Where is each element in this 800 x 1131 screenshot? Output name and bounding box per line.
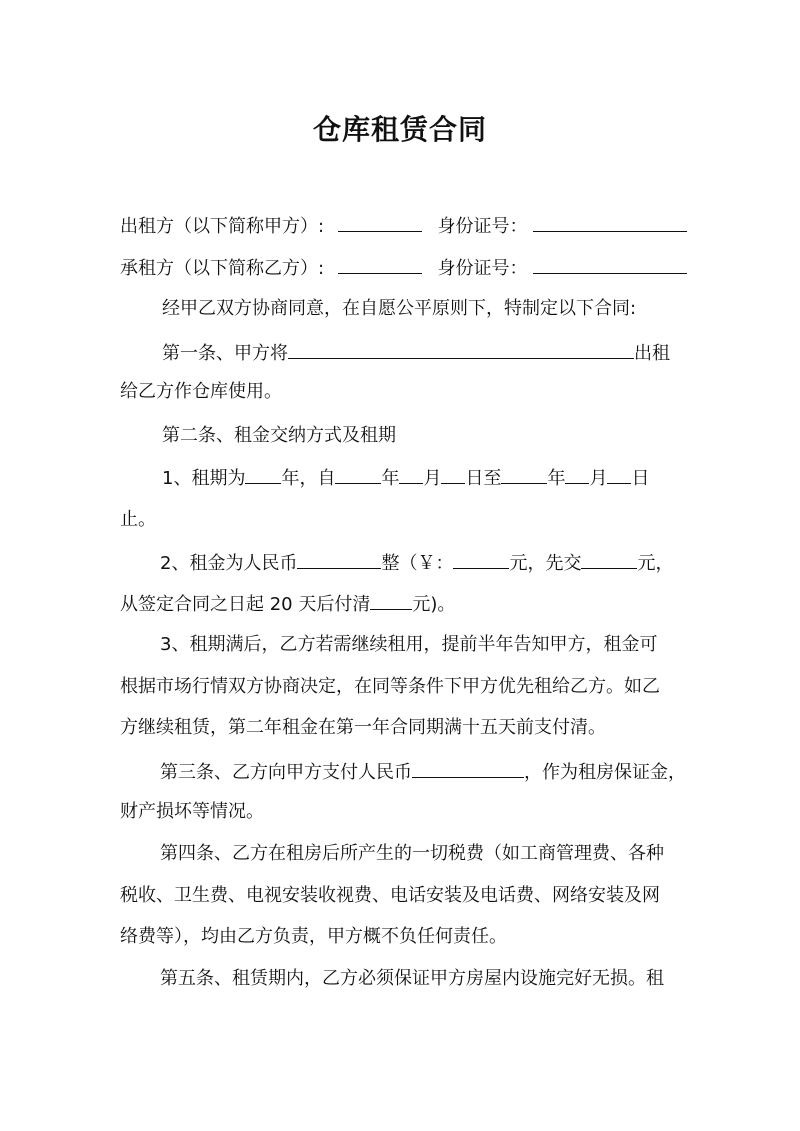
start-day-to-word: 日至 <box>465 468 502 489</box>
lessor-id-label: 身份证号： <box>437 216 528 237</box>
term-label: 1、租期为 <box>162 468 246 489</box>
start-year-word: 年 <box>381 468 400 489</box>
end-day-blank[interactable] <box>607 465 631 484</box>
lessor-id-blank[interactable] <box>533 213 687 232</box>
renew-line-2: 根据市场行情双方协商决定，在同等条件下甲方优先租给乙方。如乙 <box>120 676 660 697</box>
deposit-blank[interactable] <box>412 759 524 778</box>
lessee-label: 承租方（以下简称乙方）: <box>120 258 325 279</box>
end-year-word: 年 <box>547 468 566 489</box>
article-4-line-1: 第四条、乙方在租房后所产生的一切税费（如工商管理费、各种 <box>160 843 664 864</box>
document-title: 仓库租赁合同 <box>312 113 487 146</box>
lessee-id-label: 身份证号： <box>437 258 528 279</box>
lessor-name-blank[interactable] <box>338 213 422 232</box>
rent-chinese-blank[interactable] <box>297 550 381 569</box>
start-month-blank[interactable] <box>399 465 423 484</box>
start-day-blank[interactable] <box>441 465 465 484</box>
rent-zheng-text: 整（￥： <box>381 553 454 574</box>
rent-prepay-text: 元，先交 <box>509 553 582 574</box>
lessee-name-blank[interactable] <box>338 255 422 274</box>
lessor-label: 出租方（以下简称甲方）: <box>120 216 325 237</box>
rent-amount-blank[interactable] <box>453 550 509 569</box>
rent-end-text: 元)。 <box>412 594 456 615</box>
article-3-line-1 <box>120 759 686 785</box>
article-1-text-b: 出租 <box>634 343 670 364</box>
article-4-line-3: 络费等），均由乙方负责，甲方概不负任何责任。 <box>120 926 507 947</box>
term-line-1 <box>120 465 680 491</box>
rent-balance-text: 从签定合同之日起 20 天后付清 <box>120 594 371 615</box>
end-month-blank[interactable] <box>565 465 589 484</box>
rent-yuan-text: 元， <box>637 553 674 574</box>
article-1-text: 第一条、甲方将 <box>162 343 288 364</box>
article-4-line-2: 税收、卫生费、电视安装收视费、电话安装及电话费、网络安装及网 <box>120 885 660 906</box>
lessee-line <box>120 255 680 281</box>
article-3-text-b: ，作为租房保证金， <box>524 762 686 783</box>
renew-line-3: 方继续租赁，第二年租金在第一年合同期满十五天前支付清。 <box>120 717 606 738</box>
article-1-line-2: 给乙方作仓库使用。 <box>120 381 282 402</box>
end-month-word: 月 <box>589 468 608 489</box>
lessor-line <box>120 213 680 239</box>
rent-line-1 <box>120 550 680 576</box>
start-year-blank[interactable] <box>335 465 381 484</box>
balance-amount-blank[interactable] <box>370 591 412 610</box>
rent-line-2 <box>120 591 680 617</box>
term-years-blank[interactable] <box>245 465 281 484</box>
term-year-word: 年 <box>281 468 300 489</box>
term-from-word: ，自 <box>299 468 336 489</box>
start-month-word: 月 <box>423 468 442 489</box>
lessee-id-blank[interactable] <box>533 255 687 274</box>
article-5-line-1: 第五条、租赁期内，乙方必须保证甲方房屋内设施完好无损。租 <box>160 968 664 989</box>
renew-line-1: 3、租期满后，乙方若需继续租用，提前半年告知甲方，租金可 <box>160 634 658 655</box>
article-1-line-1 <box>120 340 680 366</box>
term-line-2: 止。 <box>120 509 156 530</box>
prepay-amount-blank[interactable] <box>581 550 637 569</box>
end-day-word: 日 <box>631 468 650 489</box>
premises-blank[interactable] <box>288 340 634 359</box>
article-3-text: 第三条、乙方向甲方支付人民币 <box>160 762 412 783</box>
rent-label: 2、租金为人民币 <box>160 553 298 574</box>
article-2-heading: 第二条、租金交纳方式及租期 <box>162 425 396 446</box>
end-year-blank[interactable] <box>501 465 547 484</box>
article-3-line-2: 财产损坏等情况。 <box>120 801 264 822</box>
intro-paragraph: 经甲乙双方协商同意，在自愿公平原则下，特制定以下合同: <box>162 298 637 319</box>
